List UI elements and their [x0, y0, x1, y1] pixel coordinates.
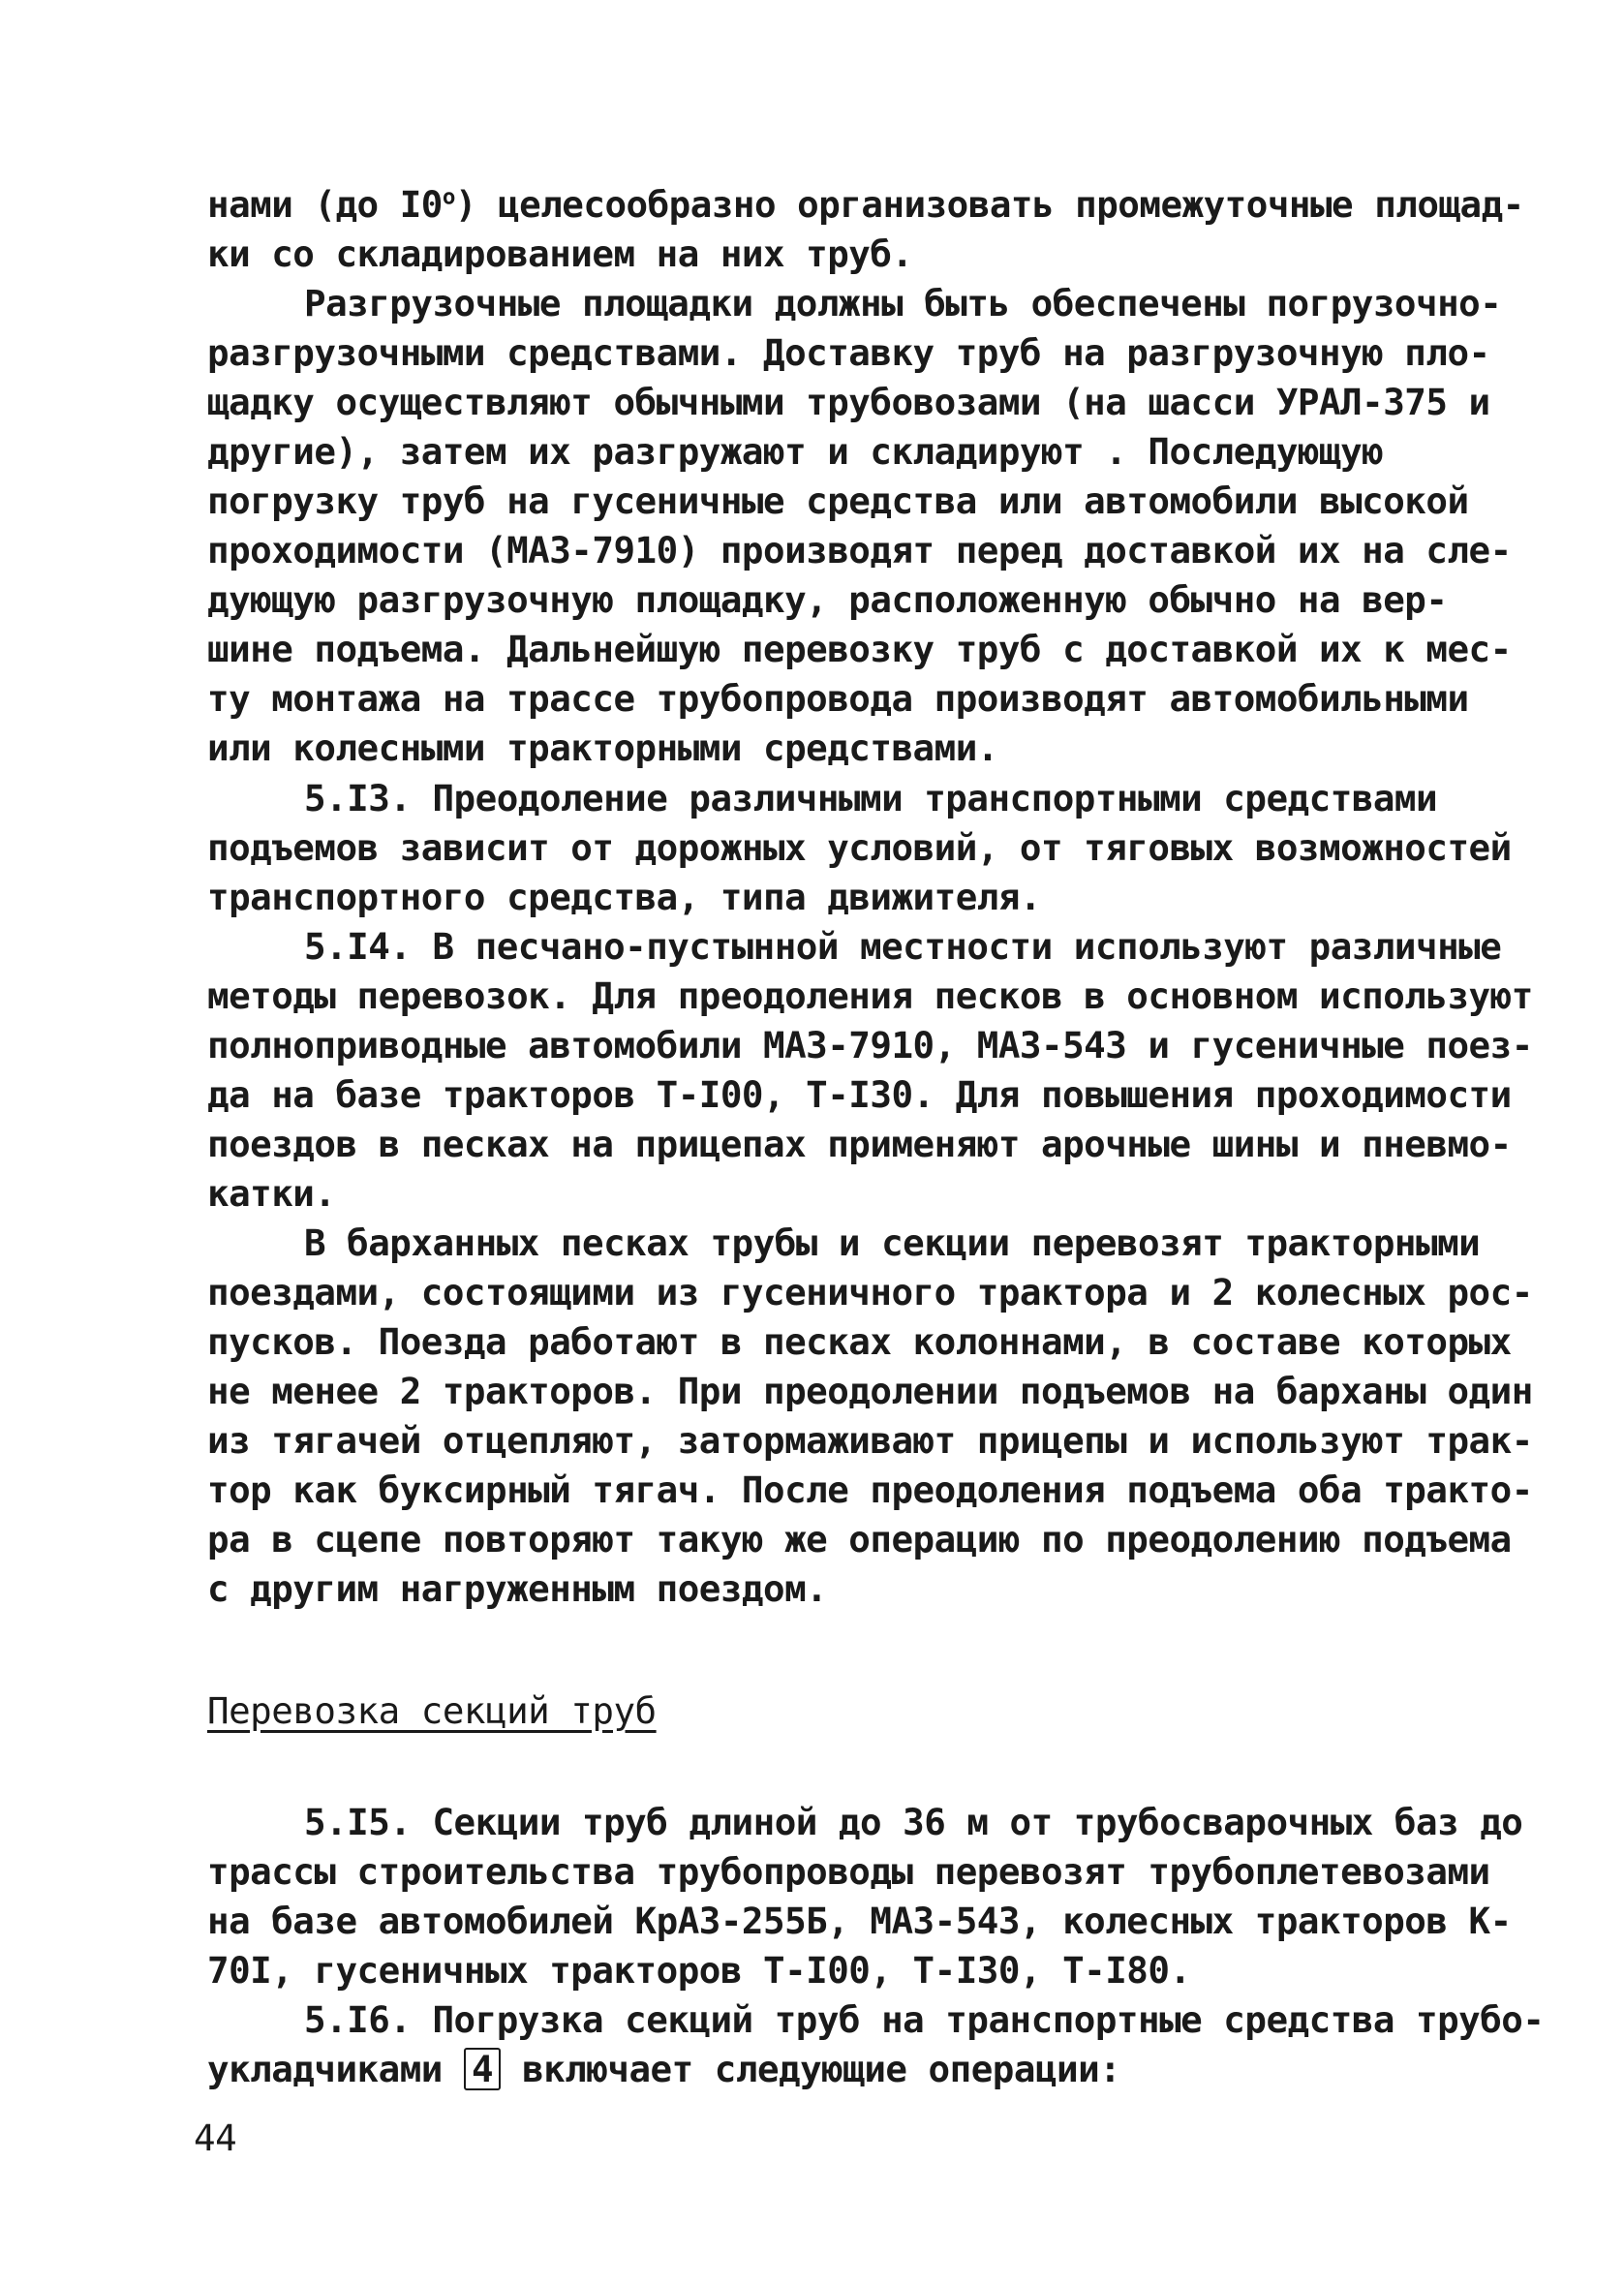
degree-superscript: о [442, 184, 455, 210]
text-line: проходимости (МАЗ-7910) производят перед доставкой их на сле- [207, 529, 1512, 572]
text-line: на базе автомобилей КрАЗ-255Б, МАЗ-543, колесных тракторов К- [207, 1900, 1512, 1942]
text-segment: укладчиками [207, 2048, 464, 2090]
text-segment: включает следующие операции: [501, 2048, 1121, 2090]
paragraph-5-14 [207, 922, 1533, 1219]
text-line: методы перевозок. Для преодоления песков в основном используют [207, 974, 1533, 1017]
text-line: полноприводные автомобили МАЗ-7910, МАЗ-543 и гусеничные поез- [207, 1024, 1533, 1066]
text-line: дующую разгрузочную площадку, расположенную обычно на вер- [207, 578, 1448, 621]
text-line: 5.I4. В песчано-пустынной местности используют различные [304, 925, 1502, 968]
paragraph-1 [207, 180, 1524, 279]
paragraph-barkhan-sands [207, 1219, 1533, 1614]
text-line: подъемов зависит от дорожных условий, от тяговых возможностей [207, 826, 1512, 869]
text-line: 5.I5. Секции труб длиной до 36 м от трубосварочных баз до [304, 1801, 1523, 1843]
text-line: 5.I6. Погрузка секций труб на транспортные средства трубо- [304, 1998, 1545, 2041]
text-segment: нами (до I0 [207, 183, 443, 226]
page-number: 44 [194, 2117, 237, 2159]
text-line: щадку осуществляют обычными трубовозами (на шасси УРАЛ-375 и [207, 381, 1490, 423]
paragraph-5-15 [207, 1798, 1523, 1995]
text-line: шине подъема. Дальнейшую перевозку труб с доставкой их к мес- [207, 628, 1512, 670]
paragraph-5-16 [207, 1995, 1545, 2094]
text-line: не менее 2 тракторов. При преодолении подъемов на барханы один [207, 1370, 1533, 1412]
text-line: или колесными тракторными средствами. [207, 726, 998, 769]
text-line: ту монтажа на трассе трубопровода производят автомобильными [207, 677, 1469, 720]
text-line: транспортного средства, типа движителя. [207, 876, 1041, 918]
paragraph-5-13 [207, 774, 1512, 922]
section-heading: Перевозка секций труб [207, 1689, 657, 1732]
text-line: В барханных песках трубы и секции перевозят тракторными [304, 1221, 1481, 1264]
text-line: Разгрузочные площадки должны быть обеспечены погрузочно- [304, 282, 1502, 325]
text-segment: ) целесообразно организовать промежуточные площад- [454, 183, 1524, 226]
text-line: погрузку труб на гусеничные средства или автомобили высокой [207, 479, 1469, 522]
text-line: трассы строительства трубопроводы перевозят трубоплетевозами [207, 1850, 1490, 1893]
text-line: другие), затем их разгружают и складируют . Последующую [207, 430, 1384, 473]
text-line: ки со складированием на них труб. [207, 232, 913, 275]
text-line [207, 2045, 1466, 2094]
text-line: 5.I3. Преодоление различными транспортными средствами [304, 777, 1438, 819]
paragraph-2 [207, 279, 1512, 773]
text-line: да на базе тракторов Т-I00, Т-I30. Для повышения проходимости [207, 1073, 1512, 1116]
reference-bracket: 4 [464, 2048, 501, 2090]
text-line: пусков. Поезда работают в песках колоннами, в составе которых [207, 1320, 1512, 1363]
text-line: 70I, гусеничных тракторов Т-I00, Т-I30, Т-I80. [207, 1949, 1191, 1992]
text-line: поездов в песках на прицепах применяют арочные шины и пневмо- [207, 1123, 1512, 1165]
text-line: катки. [207, 1172, 336, 1215]
text-line: разгрузочными средствами. Доставку труб на разгрузочную пло- [207, 331, 1490, 374]
text-line: поездами, состоящими из гусеничного трактора и 2 колесных рос- [207, 1271, 1533, 1313]
text-line: с другим нагруженным поездом. [207, 1567, 828, 1610]
text-line: тор как буксирный тягач. После преодоления подъема оба тракто- [207, 1468, 1533, 1511]
text-line: из тягачей отцепляют, затормаживают прицепы и используют трак- [207, 1419, 1533, 1462]
text-line [207, 180, 1524, 230]
text-line: ра в сцепе повторяют такую же операцию по преодолению подъема [207, 1518, 1512, 1561]
